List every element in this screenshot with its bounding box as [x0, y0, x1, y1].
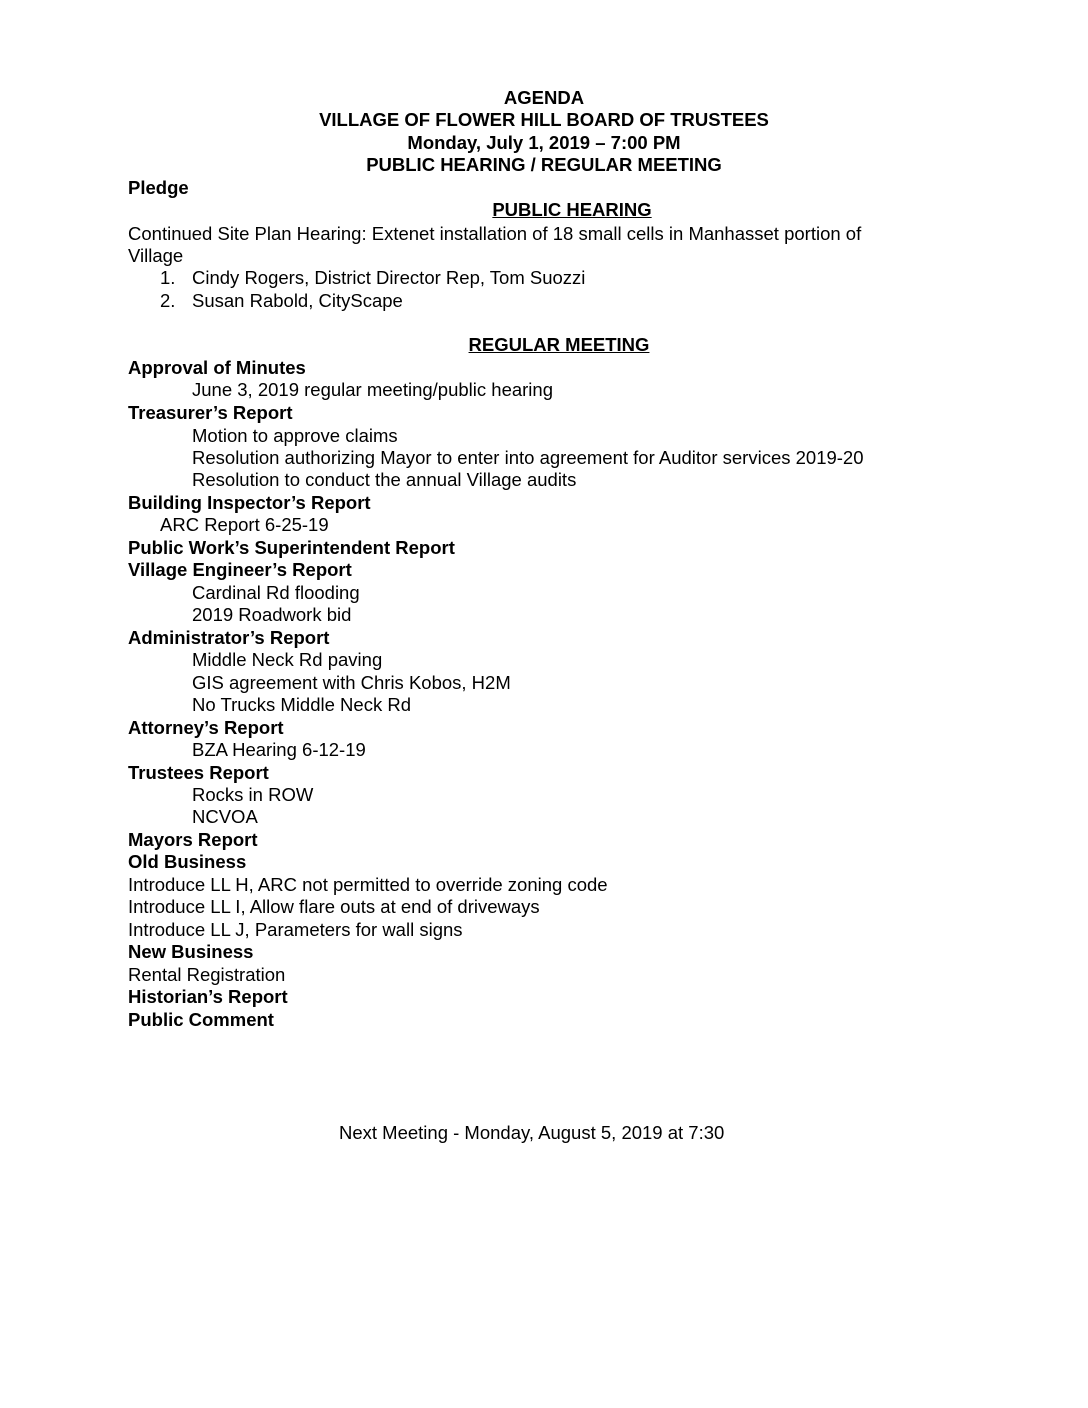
meeting-type: PUBLIC HEARING / REGULAR MEETING: [366, 154, 722, 175]
agenda-item: Rocks in ROW: [192, 784, 314, 805]
section-heading: Approval of Minutes: [128, 357, 306, 378]
meeting-date-time: Monday, July 1, 2019 – 7:00 PM: [407, 132, 681, 153]
agenda-item: Introduce LL J, Parameters for wall signs: [128, 919, 463, 940]
agenda-item: Middle Neck Rd paving: [192, 649, 383, 670]
board-name: VILLAGE OF FLOWER HILL BOARD OF TRUSTEES: [319, 109, 769, 130]
section-heading: Building Inspector’s Report: [128, 492, 371, 513]
speaker-item: Susan Rabold, CityScape: [192, 290, 403, 311]
agenda-item: Introduce LL H, ARC not permitted to override zoning code: [128, 874, 608, 895]
section-heading: Attorney’s Report: [128, 717, 284, 738]
speaker-number: 2.: [160, 290, 176, 311]
hearing-description: Continued Site Plan Hearing: Extenet installation of 18 small cells in Manhasset portion of: [128, 223, 862, 244]
agenda-item: 2019 Roadwork bid: [192, 604, 352, 625]
agenda-item: ARC Report 6-25-19: [160, 514, 329, 535]
section-heading: New Business: [128, 941, 254, 962]
section-heading: Mayors Report: [128, 829, 258, 850]
agenda-item: Motion to approve claims: [192, 425, 398, 446]
section-heading: Village Engineer’s Report: [128, 559, 352, 580]
next-meeting: Next Meeting - Monday, August 5, 2019 at 7:30: [339, 1122, 725, 1143]
agenda-item: Introduce LL I, Allow flare outs at end of driveways: [128, 896, 540, 917]
pledge-heading: Pledge: [128, 177, 189, 198]
section-heading: Administrator’s Report: [128, 627, 330, 648]
section-heading: Public Work’s Superintendent Report: [128, 537, 455, 558]
section-heading: Old Business: [128, 851, 247, 872]
section-heading: Treasurer’s Report: [128, 402, 293, 423]
agenda-item: June 3, 2019 regular meeting/public hearing: [192, 379, 553, 400]
agenda-item: GIS agreement with Chris Kobos, H2M: [192, 672, 511, 693]
agenda-item: No Trucks Middle Neck Rd: [192, 694, 411, 715]
section-heading: Public Comment: [128, 1009, 274, 1030]
section-heading: Trustees Report: [128, 762, 269, 783]
agenda-item: Cardinal Rd flooding: [192, 582, 360, 603]
agenda-item: Rental Registration: [128, 964, 286, 985]
agenda-title: AGENDA: [503, 87, 585, 108]
regular-meeting-heading: REGULAR MEETING: [468, 334, 650, 355]
speaker-item: Cindy Rogers, District Director Rep, Tom Suozzi: [192, 267, 586, 288]
agenda-item: Resolution authorizing Mayor to enter into agreement for Auditor services 2019-20: [192, 447, 864, 468]
speaker-number: 1.: [160, 267, 176, 288]
agenda-item: Resolution to conduct the annual Village audits: [192, 469, 577, 490]
public-hearing-heading: PUBLIC HEARING: [492, 199, 652, 220]
hearing-description-cont: Village: [128, 245, 184, 266]
agenda-item: BZA Hearing 6-12-19: [192, 739, 366, 760]
agenda-item: NCVOA: [192, 806, 258, 827]
section-heading: Historian’s Report: [128, 986, 288, 1007]
